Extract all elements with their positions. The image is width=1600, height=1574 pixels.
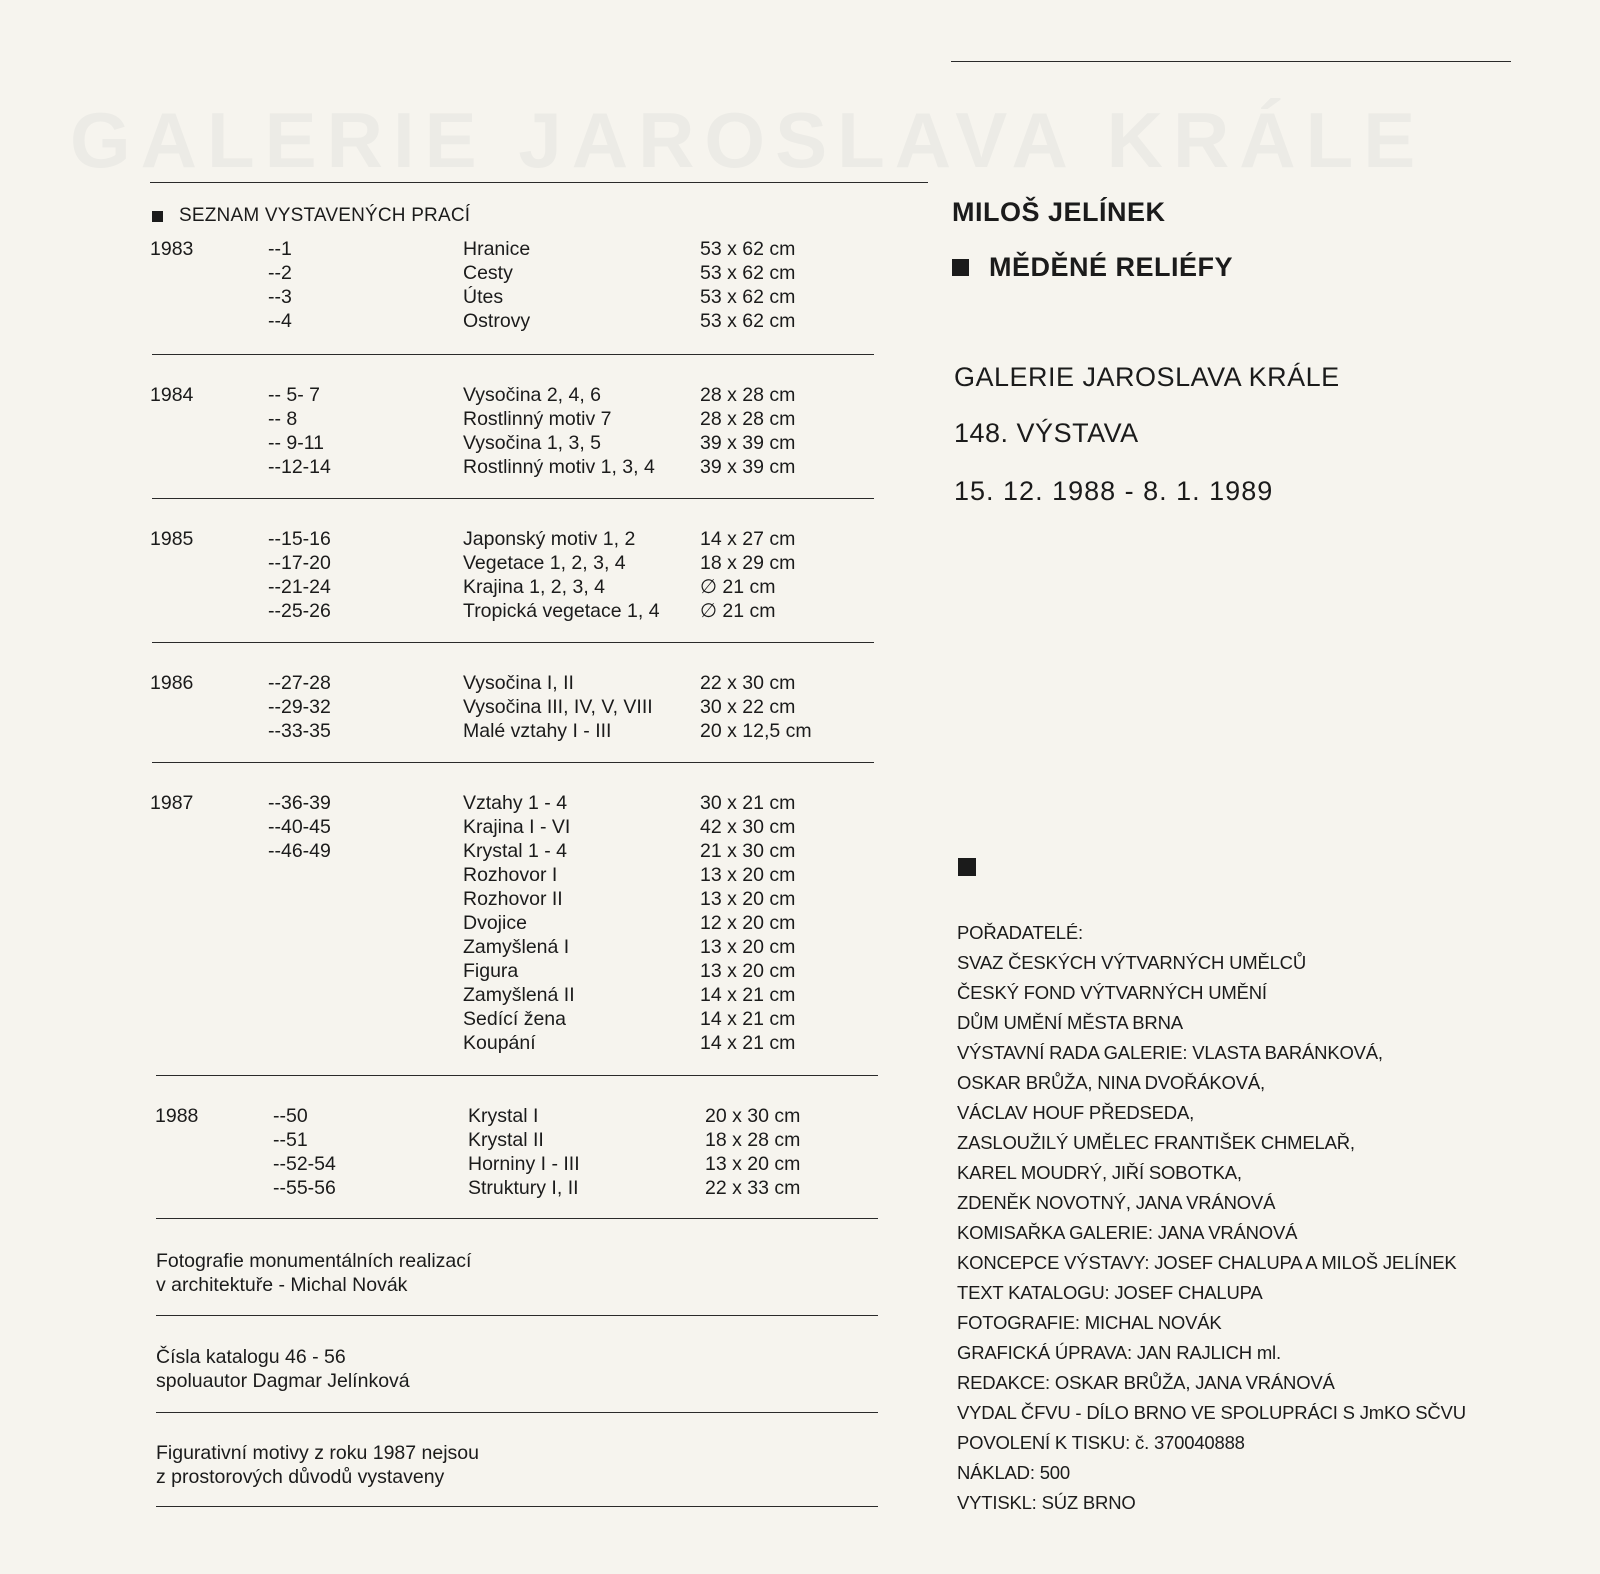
table-row (150, 309, 880, 333)
work-size: 30 x 22 cm (700, 696, 796, 718)
work-title: Krajina I - VI (463, 816, 571, 838)
note-photography (156, 1249, 856, 1297)
work-size: 39 x 39 cm (700, 456, 796, 478)
note-line: Figurativní motivy z roku 1987 nejsou (156, 1442, 479, 1464)
list-top-rule (150, 182, 928, 183)
work-title: Horniny I - III (468, 1153, 580, 1175)
work-size: ∅ 21 cm (700, 576, 776, 598)
credits-line: POVOLENÍ K TISKU: č. 370040888 (957, 1432, 1245, 1453)
note-figurative (156, 1441, 856, 1489)
work-title: Ostrovy (463, 310, 531, 332)
work-size: 20 x 30 cm (705, 1105, 801, 1127)
credits-line: VYDAL ČFVU - DÍLO BRNO VE SPOLUPRÁCI S JmKO SČVU (957, 1402, 1466, 1423)
catalog-number: --33-35 (268, 720, 331, 742)
work-size: 53 x 62 cm (700, 286, 796, 308)
credits-line: VÝSTAVNÍ RADA GALERIE: VLASTA BARÁNKOVÁ, (957, 1042, 1383, 1063)
credits-line: GRAFICKÁ ÚPRAVA: JAN RAJLICH ml. (957, 1342, 1281, 1363)
year-block-1983 (150, 237, 880, 333)
work-title: Rozhovor II (463, 888, 563, 910)
work-size: 42 x 30 cm (700, 816, 796, 838)
credits-line: OSKAR BRŮŽA, NINA DVOŘÁKOVÁ, (957, 1072, 1265, 1093)
table-row (150, 575, 880, 599)
work-size: 18 x 29 cm (700, 552, 796, 574)
work-size: 53 x 62 cm (700, 262, 796, 284)
artist-name: MILOŠ JELÍNEK (952, 197, 1166, 227)
table-row (155, 1128, 885, 1152)
table-row (150, 1007, 880, 1031)
work-title: Vysočina I, II (463, 672, 574, 694)
catalog-number: --40-45 (268, 816, 331, 838)
list-heading (152, 205, 470, 227)
table-row (155, 1176, 885, 1200)
divider (156, 1506, 878, 1507)
ghost-title: GALERIE JAROSLAVA KRÁLE (70, 96, 1426, 184)
credits-list (957, 918, 1466, 1518)
catalog-number: --21-24 (268, 576, 331, 598)
divider (152, 354, 874, 355)
exhibition-subtitle (952, 252, 1233, 283)
table-row (155, 1104, 885, 1128)
table-row (150, 863, 880, 887)
work-size: 39 x 39 cm (700, 432, 796, 454)
catalog-number: --55-56 (273, 1177, 336, 1199)
year-label: 1983 (150, 238, 194, 260)
divider (152, 498, 874, 499)
work-size: 22 x 33 cm (705, 1177, 801, 1199)
work-size: 13 x 20 cm (700, 888, 796, 910)
work-title: Cesty (463, 262, 513, 284)
credits-line: ZDENĚK NOVOTNÝ, JANA VRÁNOVÁ (957, 1192, 1276, 1213)
table-row (150, 959, 880, 983)
table-row (150, 983, 880, 1007)
catalog-number: --36-39 (268, 792, 331, 814)
list-heading-text: SEZNAM VYSTAVENÝCH PRACÍ (179, 205, 471, 226)
work-title: Dvojice (463, 912, 527, 934)
work-title: Krystal I (468, 1105, 539, 1127)
year-label: 1985 (150, 528, 194, 550)
work-title: Hranice (463, 238, 531, 260)
catalog-number: --29-32 (268, 696, 331, 718)
work-title: Figura (463, 960, 519, 982)
work-size: 13 x 20 cm (705, 1153, 801, 1175)
divider (152, 642, 874, 643)
year-label: 1986 (150, 672, 194, 694)
credits-line: KAREL MOUDRÝ, JIŘÍ SOBOTKA, (957, 1162, 1242, 1183)
year-block-1985 (150, 527, 880, 623)
work-title: Krystal 1 - 4 (463, 840, 568, 862)
work-size: 53 x 62 cm (700, 310, 796, 332)
credits-line: FOTOGRAFIE: MICHAL NOVÁK (957, 1312, 1222, 1333)
catalog-number: -- 8 (268, 408, 298, 430)
work-title: Tropická vegetace 1, 4 (463, 600, 660, 622)
work-size: 13 x 20 cm (700, 936, 796, 958)
divider (156, 1218, 878, 1219)
note-line: v architektuře - Michal Novák (156, 1274, 408, 1296)
divider (152, 762, 874, 763)
table-row (150, 285, 880, 309)
work-title: Vztahy 1 - 4 (463, 792, 568, 814)
note-line: Čísla katalogu 46 - 56 (156, 1346, 346, 1368)
gallery-name: GALERIE JAROSLAVA KRÁLE (954, 362, 1340, 392)
credits-line: POŘADATELÉ: (957, 922, 1083, 943)
bullet-square-icon (952, 259, 969, 276)
work-title: Zamyšlená II (463, 984, 575, 1006)
catalog-number: --1 (268, 238, 292, 260)
credits-line: VYTISKL: SÚZ BRNO (957, 1492, 1136, 1513)
work-size: 14 x 21 cm (700, 1008, 796, 1030)
work-size: 14 x 27 cm (700, 528, 796, 550)
work-size: 30 x 21 cm (700, 792, 796, 814)
exhibition-dates: 15. 12. 1988 - 8. 1. 1989 (954, 476, 1274, 506)
work-title: Japonský motiv 1, 2 (463, 528, 636, 550)
table-row (150, 791, 880, 815)
note-line: Fotografie monumentálních realizací (156, 1250, 472, 1272)
work-title: Koupání (463, 1032, 536, 1054)
table-row (150, 815, 880, 839)
credits-line: REDAKCE: OSKAR BRŮŽA, JANA VRÁNOVÁ (957, 1372, 1335, 1393)
divider (156, 1412, 878, 1413)
work-title: Malé vztahy I - III (463, 720, 612, 742)
year-block-1986 (150, 671, 880, 743)
work-size: 21 x 30 cm (700, 840, 796, 862)
work-size: ∅ 21 cm (700, 600, 776, 622)
catalog-number: --15-16 (268, 528, 331, 550)
work-title: Rostlinný motiv 7 (463, 408, 612, 430)
work-size: 20 x 12,5 cm (700, 720, 812, 742)
work-title: Vysočina 1, 3, 5 (463, 432, 602, 454)
table-row (155, 1152, 885, 1176)
credits-square-icon (958, 858, 976, 876)
work-size: 13 x 20 cm (700, 864, 796, 886)
year-label: 1988 (155, 1105, 199, 1127)
work-title: Vegetace 1, 2, 3, 4 (463, 552, 626, 574)
catalog-number: -- 9-11 (268, 432, 324, 454)
catalog-number: --50 (273, 1105, 308, 1127)
note-line: z prostorových důvodů vystaveny (156, 1466, 445, 1488)
credits-line: TEXT KATALOGU: JOSEF CHALUPA (957, 1282, 1263, 1303)
table-row (150, 407, 880, 431)
catalog-number: --12-14 (268, 456, 331, 478)
work-title: Krajina 1, 2, 3, 4 (463, 576, 606, 598)
table-row (150, 261, 880, 285)
top-right-rule (951, 61, 1511, 62)
table-row (150, 887, 880, 911)
work-size: 28 x 28 cm (700, 408, 796, 430)
credits-line: SVAZ ČESKÝCH VÝTVARNÝCH UMĚLCŮ (957, 952, 1306, 973)
divider (156, 1075, 878, 1076)
year-label: 1987 (150, 792, 194, 814)
work-size: 22 x 30 cm (700, 672, 796, 694)
work-title: Rozhovor I (463, 864, 558, 886)
table-row (150, 551, 880, 575)
bullet-square-icon (152, 211, 163, 222)
work-title: Vysočina III, IV, V, VIII (463, 696, 653, 718)
table-row (150, 527, 880, 551)
work-title: Útes (463, 286, 504, 308)
table-row (150, 431, 880, 455)
work-title: Krystal II (468, 1129, 544, 1151)
year-block-1984 (150, 383, 880, 479)
catalog-number: --2 (268, 262, 292, 284)
table-row (150, 839, 880, 863)
table-row (150, 237, 880, 261)
credits-line: DŮM UMĚNÍ MĚSTA BRNA (957, 1012, 1183, 1033)
divider (156, 1315, 878, 1316)
table-row (150, 935, 880, 959)
work-size: 14 x 21 cm (700, 1032, 796, 1054)
table-row (150, 695, 880, 719)
catalog-number: --17-20 (268, 552, 331, 574)
credits-line: NÁKLAD: 500 (957, 1462, 1070, 1483)
subtitle-text: MĚDĚNÉ RELIÉFY (989, 252, 1234, 282)
year-block-1987 (150, 791, 880, 1055)
credits-line: ZASLOUŽILÝ UMĚLEC FRANTIŠEK CHMELAŘ, (957, 1132, 1355, 1153)
work-size: 12 x 20 cm (700, 912, 796, 934)
exhibition-number: 148. VÝSTAVA (954, 418, 1139, 448)
catalog-number: --51 (273, 1129, 308, 1151)
note-line: spoluautor Dagmar Jelínková (156, 1370, 410, 1392)
table-row (150, 1031, 880, 1055)
table-row (150, 719, 880, 743)
catalog-number: --46-49 (268, 840, 331, 862)
catalog-number: --3 (268, 286, 292, 308)
work-size: 13 x 20 cm (700, 960, 796, 982)
table-row (150, 599, 880, 623)
work-title: Rostlinný motiv 1, 3, 4 (463, 456, 655, 478)
credits-line: KONCEPCE VÝSTAVY: JOSEF CHALUPA A MILOŠ JELÍNEK (957, 1252, 1457, 1273)
work-size: 28 x 28 cm (700, 384, 796, 406)
work-title: Vysočina 2, 4, 6 (463, 384, 602, 406)
work-title: Sedící žena (463, 1008, 566, 1030)
work-title: Zamyšlená I (463, 936, 570, 958)
table-row (150, 455, 880, 479)
year-block-1988 (155, 1104, 885, 1200)
note-coauthor (156, 1345, 856, 1393)
credits-line: KOMISAŘKA GALERIE: JANA VRÁNOVÁ (957, 1222, 1298, 1243)
year-label: 1984 (150, 384, 194, 406)
catalog-number: --25-26 (268, 600, 331, 622)
credits-line: VÁCLAV HOUF PŘEDSEDA, (957, 1102, 1195, 1123)
work-size: 18 x 28 cm (705, 1129, 801, 1151)
table-row (150, 383, 880, 407)
table-row (150, 671, 880, 695)
catalog-number: -- 5- 7 (268, 384, 321, 406)
catalog-number: --52-54 (273, 1153, 336, 1175)
table-row (150, 911, 880, 935)
work-size: 14 x 21 cm (700, 984, 796, 1006)
catalog-number: --27-28 (268, 672, 331, 694)
credits-line: ČESKÝ FOND VÝTVARNÝCH UMĚNÍ (957, 982, 1267, 1003)
work-size: 53 x 62 cm (700, 238, 796, 260)
work-title: Struktury I, II (468, 1177, 579, 1199)
catalog-number: --4 (268, 310, 292, 332)
